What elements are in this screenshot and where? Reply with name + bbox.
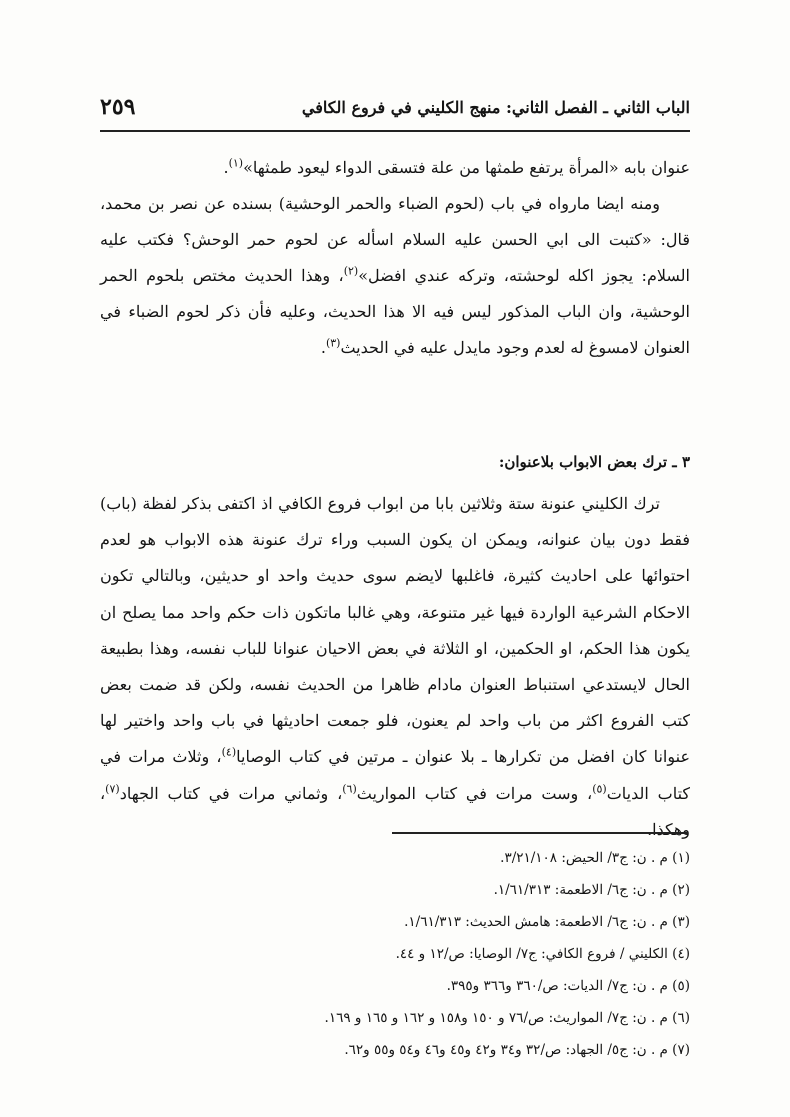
footnote-item: (٦) م . ن: ج٧/ المواريث: ص/٧٦ و ١٥٠ و١٥٨ و ١٦٢ و ١٦٥ و ١٦٩. [324,1010,690,1026]
footnote-ref-1[interactable]: (١) [228,156,244,170]
footnote-ref-7[interactable]: (٧) [105,782,120,796]
footnote-ref-2[interactable]: (٢) [343,264,359,278]
section-paragraph: ترك الكليني عنونة ستة وثلاثين بابا من ابواب فروع الكافي اذ اكتفى بذكر لفظة (باب) فقط دون بيان عنوانه، ويمكن ان يكون السبب وراء ترك عنونة هذه الابواب هو لعدم احتوائها على احاديث كثيرة، فاغلبها لايضم سوى حديث واحد او حديثين، وبالتالي تكون الاحكام الشرعية الواردة فيها غير متنوعة، وهي غالبا ماتكون ذات حكم واحد مما يصلح ان يكون هذا الحكم، او الحكمين، او الثلاثة في بعض الاحيان عنوانا للباب نفسه، وهذا بطبيعة الحال لايستدعي استنباط العنوان مادام ظاهرا من الحديث نفسه، ولكن قد ضمت بعض كتب الفروع اكثر من باب واحد لم يعنون، فلو جمعت احاديثها في باب واحد واختير لها عنوانا كان افضل من تكرارها ـ بلا عنوان ـ مرتين في كتاب الوصايا$^{(٤)}$، وثلاث مرات في كتاب الديات$^{(٥)}$، وست مرات في كتاب المواريث$^{(٦)}$، وثماني مرات في كتاب الجهاد$^{(٧)}$، وهكذا. [100,494,691,839]
running-title: الباب الثاني ـ الفصل الثاني: منهج الكليني في فروع الكافي [301,97,690,117]
section-body [100,486,690,848]
footnote-item: (١) م . ن: ج٣/ الحيض: ٣/٢١/١٠٨. [500,850,690,866]
intro-paragraph-2: ومنه ايضا مارواه في باب (لحوم الضباء والحمر الوحشية) بسنده عن نصر بن محمد، قال: «كتبت الى ابي الحسن عليه السلام اسأله عن لحوم حمر الوحش؟ فكتب عليه السلام: يجوز اكله لوحشته، وتركه عندي افضل»$^{(٢)}$، وهذا الحديث مختص بلحوم الحمر الوحشية، وان الباب المذكور ليس فيه الا هذا الحديث، وعليه فأن ذكر لحوم الضباء في العنوان لامسوغ له لعدم وجود مايدل عليه في الحديث$^{(٣)}$. [100,194,690,357]
footnote-separator [392,832,688,834]
footnote-ref-5[interactable]: (٥) [592,782,607,796]
footnote-item: (٧) م . ن: ج٥/ الجهاد: ص/٣٢ و٣٤ و٤٢ و٤٥ و٤٦ و٥٤ و٥٥ و٦٢. [344,1042,690,1058]
footnote-item: (٤) الكليني / فروع الكافي: ج٧/ الوصايا: ص/١٢ و ٤٤. [395,946,690,962]
footnote-item: (٣) م . ن: ج٦/ الاطعمة: هامش الحديث: ١/٦١/٣١٣. [404,914,690,930]
page-number: ٢٥٩ [100,94,136,120]
footnote-ref-6[interactable]: (٦) [342,782,357,796]
intro-paragraph-1: عنوان بابه «المرأة يرتفع طمثها من علة فتسقى الدواء ليعود طمثها»$^{(١)}$. [223,156,690,177]
footnote-item: (٥) م . ن: ج٧/ الديات: ص/٣٦٠ و٣٦٦ و٣٩٥. [446,978,690,994]
intro-text [100,150,690,366]
footnotes-list [100,842,690,1066]
section-heading: ٣ ـ ترك بعض الابواب بلاعنوان: [498,453,690,471]
page-header [100,86,690,128]
header-rule [100,130,690,132]
footnote-ref-3[interactable]: (٣) [325,336,341,350]
footnote-ref-4[interactable]: (٤) [221,746,237,760]
footnote-item: (٢) م . ن: ج٦/ الاطعمة: ١/٦١/٣١٣. [493,882,690,898]
